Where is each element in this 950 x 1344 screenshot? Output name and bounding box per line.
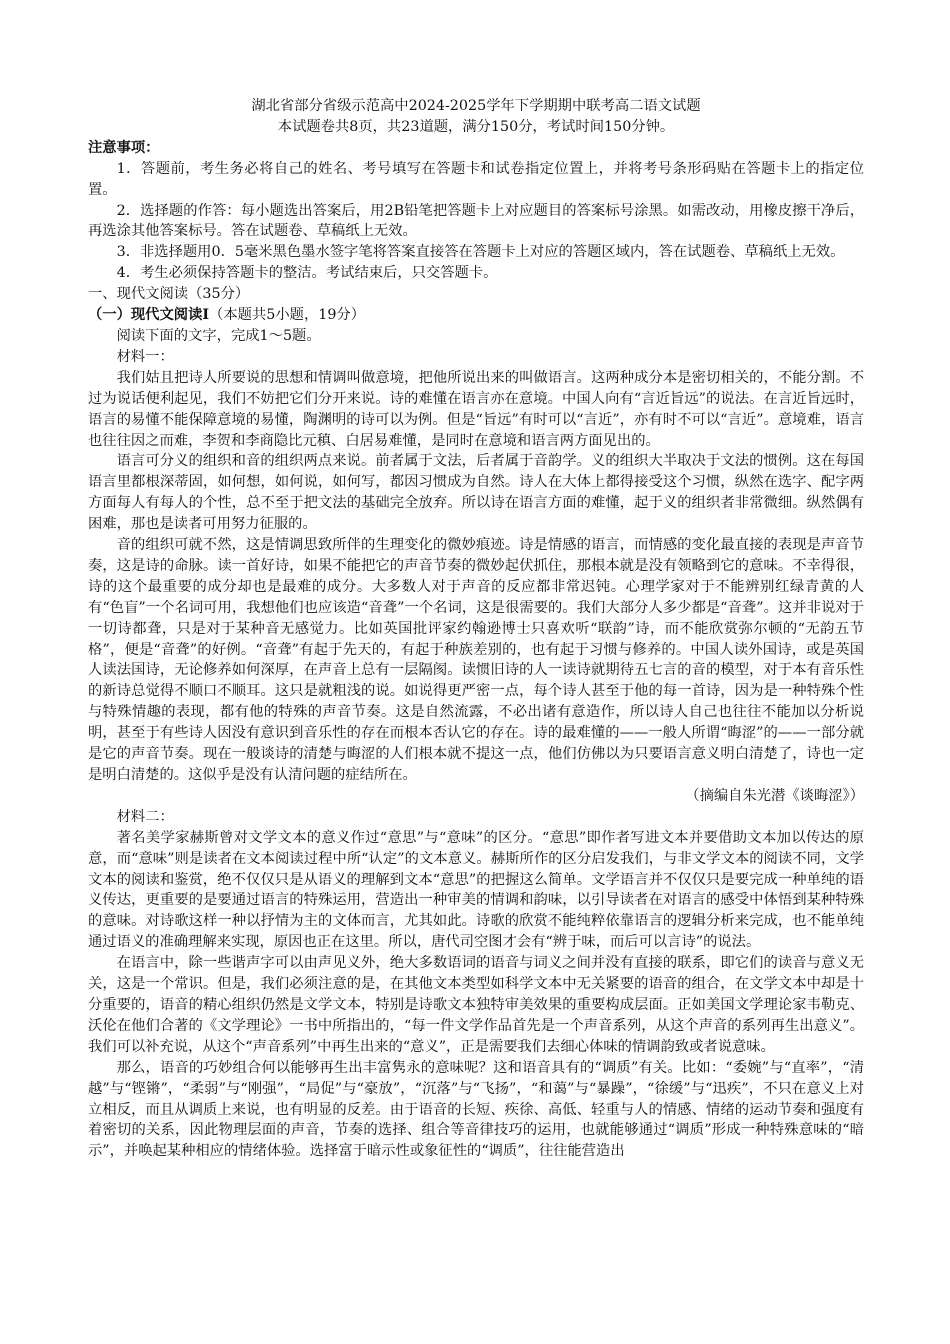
material-1-paragraph-3: 音的组织可就不然，这是情调思致所伴的生理变化的微妙痕迹。诗是情感的语言，而情感的变化最直接的表现是声音节奏，这是诗的命脉。读一首好诗，如果不能把它的声音节奏的微妙起伏抓住，那根本就是没有领略到它的意味。不幸得很，诗的这个最重要的成分却也是最难的成分。大多数人对于声音的反应都非常迟钝。心理学家对于不能辨别红绿青黄的人有“色盲”一个名词可用，我想他们也应该造“音聋”一个名词，这是很需要的。我们大部分人多少都是“音聋”。这并非说对于一切诗都聋，只是对于某种音无感觉力。比如英国批评家约翰逊博士只喜欢听“联韵”诗，而不能欣赏弥尔顿的“无韵五节格”，便是“音聋”的好例。“音聋”有起于先天的，有起于种族差别的，也有起于习惯与修养的。中国人读外国诗，或是英国人读法国诗，无论修养如何深厚，在声音上总有一层隔阂。读惯旧诗的人一读诗就期待五七言的音的模型，对于本有音乐性的新诗总觉得不顺口不顺耳。这只是就粗浅的说。如说得更严密一点，每个诗人甚至于他的每一首诗，因为是一种特殊个性与特殊情趣的表现，都有他的特殊的声音节奏。这是自然流露，不必出诸有意造作，所以诗人自己也往往不能加以分析说明，甚至于有些诗人因没有意识到音乐性的存在而根本否认它的存在。诗的最难懂的——一般人所谓“晦涩”的——一部分就是它的声音节奏。现在一般谈诗的清楚与晦涩的人们根本就不提这一点，他们仿佛以为只要语言意义明白清楚了，诗也一定是明白清楚的。这似乎是没有认清问题的症结所在。 — [88, 537, 864, 783]
section-heading: 一、现代文阅读（35分） — [88, 286, 250, 303]
subsection-info: （本题共5小题，19分） — [209, 307, 366, 324]
notice-item-2: 2．选择题的作答：每小题选出答案后，用2B铅笔把答题卡上对应题目的答案标号涂黑。如需改动，用橡皮擦干净后，再选涂其他答案标号。答在试题卷、草稿纸上无效。 — [88, 202, 864, 240]
subsection-label: （一）现代文阅读Ⅰ — [88, 307, 210, 324]
notice-item-3: 3．非选择题用0．5毫米黑色墨水签字笔将答案直接答在答题卡上对应的答题区域内，答在试题卷、草稿纸上无效。 — [116, 244, 845, 261]
exam-subtitle: 本试题卷共8页，共23道题，满分150分，考试时间150分钟。 — [277, 118, 675, 135]
notice-heading: 注意事项： — [88, 139, 160, 156]
notice-item-1: 1．答题前，考生务必将自己的姓名、考号填写在答题卡和试卷指定位置上，并将考号条形码贴在答题卡上的指定位置。 — [88, 160, 864, 198]
material-1-paragraph-2: 语言可分义的组织和音的组织两点来说。前者属于文法，后者属于音韵学。义的组织大半取决于文法的惯例。这在每国语言里都根深蒂固，如何想，如何说，如何写，都因习惯成为自然。诗人在大体上都得接受这个习惯，纵然在选字、配字两方面每人有每人的个性，总不至于把文法的基础完全放弃。所以诗在语言方面的难懂，起于义的组织者非常微细。纵然偶有困难，那也是读者可用努力征服的。 — [88, 453, 864, 533]
notice-item-4: 4．考生必须保持答题卡的整洁。考试结束后，只交答题卡。 — [116, 265, 498, 282]
subsection-heading — [88, 305, 864, 326]
material-2-paragraph-1: 著名美学家赫斯曾对文学文本的意义作过“意思”与“意味”的区分。“意思”即作者写进文本并要借助文本加以传达的原意，而“意味”则是读者在文本阅读过程中所“认定”的文本意义。赫斯所作的区分启发我们，与非文学文本的阅读不同，文学文本的阅读和鉴赏，绝不仅仅只是从语义的理解到文本“意思”的把握这么简单。文学语言并不仅仅只是要完成一种单纯的语义传达，更重要的是要通过语言的特殊运用，营造出一种审美的情调和韵味，以引导读者在对语言的感受中体悟到某种特殊的意味。对诗歌这样一种以抒情为主的文体而言，尤其如此。诗歌的欣赏不能纯粹依靠语言的逻辑分析来完成，也不能单纯通过语义的准确理解来实现，原因也正在这里。所以，唐代司空图才会有“辨于味，而后可以言诗”的说法。 — [88, 829, 864, 951]
exam-title: 湖北省部分省级示范高中2024-2025学年下学期期中联考高二语文试题 — [251, 98, 701, 114]
material-1-label: 材料一： — [116, 348, 174, 365]
exam-page — [88, 96, 864, 1162]
material-2-paragraph-2: 在语言中，除一些谐声字可以由声见义外，绝大多数语词的语音与词义之间并没有直接的联系，即它们的读音与意义无关，这是一个常识。但是，我们必须注意的是，在其他文本类型如科学文本中无关紧要的语音的组合，在文学文本中却是十分重要的，语音的精心组织仍然是文学文本，特别是诗歌文本独特审美效果的重要构成层面。正如美国文学理论家韦勒克、沃伦在他们合著的《文学理论》一书中所指出的，“每一件文学作品首先是一个声音系列，从这个声音的系列再生出意义”。我们可以补充说，从这个“声音系列”中再生出来的“意义”，正是需要我们去细心体味的情调韵致或者说意味。 — [88, 955, 864, 1055]
material-1-paragraph-1: 我们姑且把诗人所要说的思想和情调叫做意境，把他所说出来的叫做语言。这两种成分本是密切相关的，不能分割。不过为说话便利起见，我们不妨把它们分开来说。诗的难懂在语言亦在意境。中国人向有“言近旨远”的说法。在言近旨远时，语言的易懂不能保障意境的易懂，陶渊明的诗可以为例。但是“旨远”有时可以“言近”，亦有时不可以“言近”。意境难，语言也往往因之而难，李贺和李商隐比元稹、白居易难懂，是同时在意境和语言两方面见出的。 — [88, 369, 864, 449]
reading-instruction: 阅读下面的文字，完成1～5题。 — [116, 327, 321, 344]
material-2-label: 材料二： — [116, 808, 174, 825]
material-1-source: （摘编自朱光潜《谈晦涩》） — [685, 787, 864, 804]
material-2-paragraph-3: 那么，语音的巧妙组合何以能够再生出丰富隽永的意味呢？这和语音具有的“调质”有关。比如：“委婉”与“直率”，“清越”与“铿锵”，“柔弱”与“刚强”，“局促”与“豪放”，“沉落”与“飞扬”，“和蔼”与“暴躁”，“徐缓”与“迅疾”，不只在意义上对立相反，而且从调质上来说，也有明显的反差。由于语音的长短、疾徐、高低、轻重与人的情感、情绪的运动节奏和强度有着密切的关系，因此物理层面的声音，节奏的选择、组合等音律技巧的运用，也就能够通过“调质”形成一种特殊意味的“暗示”，并唤起某种相应的情绪体验。选择富于暗示性或象征性的“调质”，往往能营造出 — [88, 1059, 864, 1160]
